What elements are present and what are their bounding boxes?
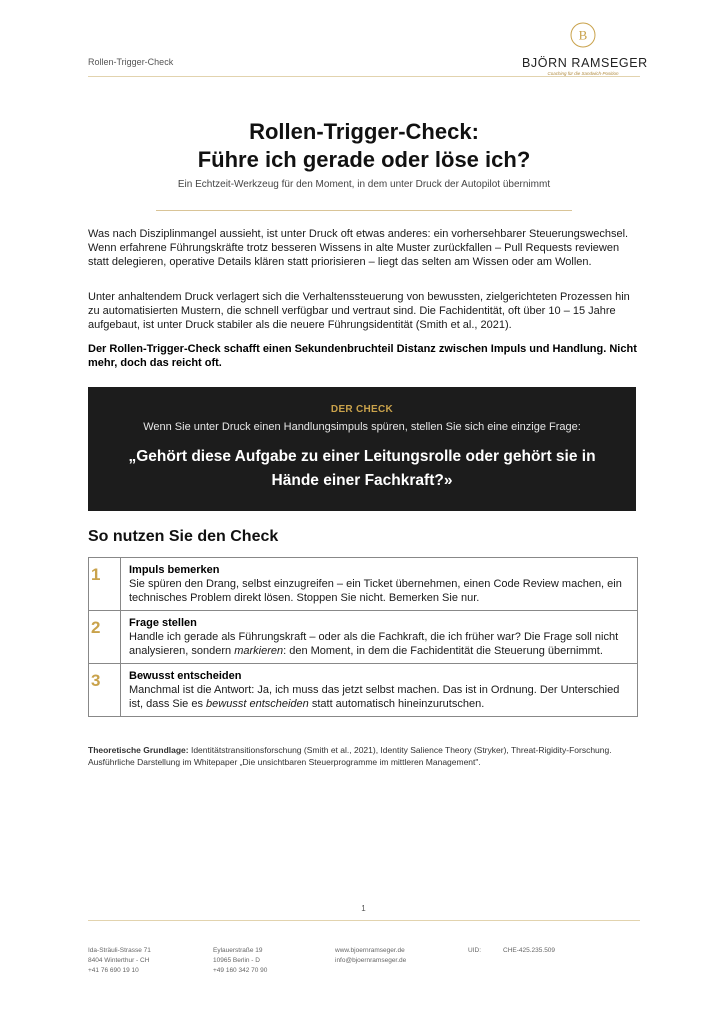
- page-number: 1: [361, 904, 366, 913]
- logo-letter: B: [578, 27, 588, 43]
- step-text-part: : den Moment, in dem die Fachidentität die Steuerung übernimmt.: [283, 645, 603, 657]
- step-number: 1: [89, 558, 121, 610]
- check-box: [88, 387, 636, 511]
- footer-uid-label: UID:: [468, 947, 481, 954]
- footer-line: 8404 Winterthur - CH: [88, 957, 150, 964]
- intro-paragraph-1: Was nach Disziplinmangel aussieht, ist unter Druck oft etwas anderes: ein vorhersehbarer Steuerungswechsel. Wenn erfahrene Führungskräfte trotz besseren Wissens in alte Muster zurückfallen – Pull Requests reviewen statt delegieren, operative Details klären statt priorisieren – liegt das selten am Wissen oder am Wollen.: [88, 228, 629, 268]
- step-text: [129, 683, 629, 711]
- footer-divider: [88, 920, 640, 921]
- steps-table: [88, 557, 638, 717]
- step-text-part: Manchmal ist die Antwort: Ja, ich muss das jetzt selbst machen. Das ist in Ordnung. Der Unterschied ist, dass Sie es: [129, 684, 620, 710]
- footer-phone-ch[interactable]: +41 76 690 19 10: [88, 967, 139, 974]
- step-body: [121, 558, 637, 610]
- footer-address-de: [213, 946, 267, 976]
- theory-footnote: [88, 745, 640, 768]
- step-title: Frage stellen: [129, 617, 197, 629]
- step-row: [89, 558, 637, 610]
- header-divider: [88, 76, 640, 77]
- footer-web: [335, 946, 406, 966]
- intro-paragraph-2: Unter anhaltendem Druck verlagert sich die Verhaltenssteuerung von bewussten, zielgerichteten Prozessen hin zu automatisierten Mustern, die schnell verfügbar und vertraut sind. Die Fachidentität, oft über 10 – 15 Jahre aufgebaut, ist unter Druck stabiler als die neuere Führungsidentität (Smith et al., 2021).: [88, 291, 630, 331]
- footer-line: Eylauerstraße 19: [213, 947, 263, 954]
- step-body: [121, 611, 637, 663]
- step-text: Sie spüren den Drang, selbst einzugreifen – ein Ticket übernehmen, einen Code Review machen, ein technisches Problem direkt lösen. Stoppen Sie nicht. Bemerken Sie nur.: [129, 578, 622, 604]
- step-text-emphasis: markieren: [234, 645, 284, 657]
- step-text: [129, 630, 629, 658]
- step-row: [89, 610, 637, 663]
- footer-email-link[interactable]: info@bjoernramseger.de: [335, 957, 407, 964]
- footer-address-ch: [88, 946, 151, 976]
- title-divider: [156, 210, 572, 211]
- page-title-line1: Rollen-Trigger-Check:: [249, 119, 479, 144]
- intro-paragraph-3: Der Rollen-Trigger-Check schafft einen Sekundenbruchteil Distanz zwischen Impuls und Handlung. Nicht mehr, doch das reicht oft.: [88, 343, 637, 369]
- footer-uid-value: CHE-425.235.509: [503, 947, 556, 954]
- check-question: „Gehört diese Aufgabe zu einer Leitungsrolle oder gehört sie in Hände einer Fachkraft?»: [128, 448, 596, 489]
- logo: [522, 22, 648, 76]
- check-intro: Wenn Sie unter Druck einen Handlungsimpuls spüren, stellen Sie sich eine einzige Frage:: [143, 421, 581, 433]
- step-text-part: Handle ich gerade als Führungskraft – oder als die Fachkraft, die ich früher war? Die Frage soll nicht analysieren, sondern: [129, 631, 619, 657]
- step-title: Impuls bemerken: [129, 564, 220, 576]
- footnote-label: Theoretische Grundlage:: [88, 745, 189, 755]
- step-text-emphasis: bewusst entscheiden: [206, 698, 309, 710]
- step-title: Bewusst entscheiden: [129, 670, 242, 682]
- section-heading: So nutzen Sie den Check: [88, 528, 279, 545]
- footer-website-link[interactable]: www.bjoernramseger.de: [335, 947, 405, 954]
- page-title-line2: Führe ich gerade oder löse ich?: [197, 147, 531, 172]
- step-text-part: statt automatisch hineinzurutschen.: [308, 698, 485, 710]
- check-label: DER CHECK: [330, 404, 394, 415]
- step-number: 3: [89, 664, 121, 716]
- footer-line: 10965 Berlin - D: [213, 957, 260, 964]
- running-title: Rollen-Trigger-Check: [88, 57, 174, 67]
- footer-line: Ida-Sträuli-Strasse 71: [88, 947, 151, 954]
- step-body: [121, 664, 637, 716]
- logo-tagline: Coaching für die Sandwich-Position: [547, 71, 619, 76]
- logo-monogram-icon: [570, 22, 596, 48]
- logo-name: BJÖRN RAMSEGER: [522, 56, 648, 70]
- footnote-text: Identitätstransitionsforschung (Smith et al., 2021), Identity Salience Theory (Stryker), Threat-Rigidity-Forschung. Ausführliche Darstellung im Whitepaper „Die unsichtbaren Steuerprogramme im mittleren Management".: [88, 745, 612, 767]
- page-subtitle: Ein Echtzeit-Werkzeug für den Moment, in dem unter Druck der Autopilot übernimmt: [177, 179, 551, 190]
- footer-phone-de[interactable]: +49 160 342 70 90: [213, 967, 268, 974]
- step-number: 2: [89, 611, 121, 663]
- step-row: [89, 663, 637, 716]
